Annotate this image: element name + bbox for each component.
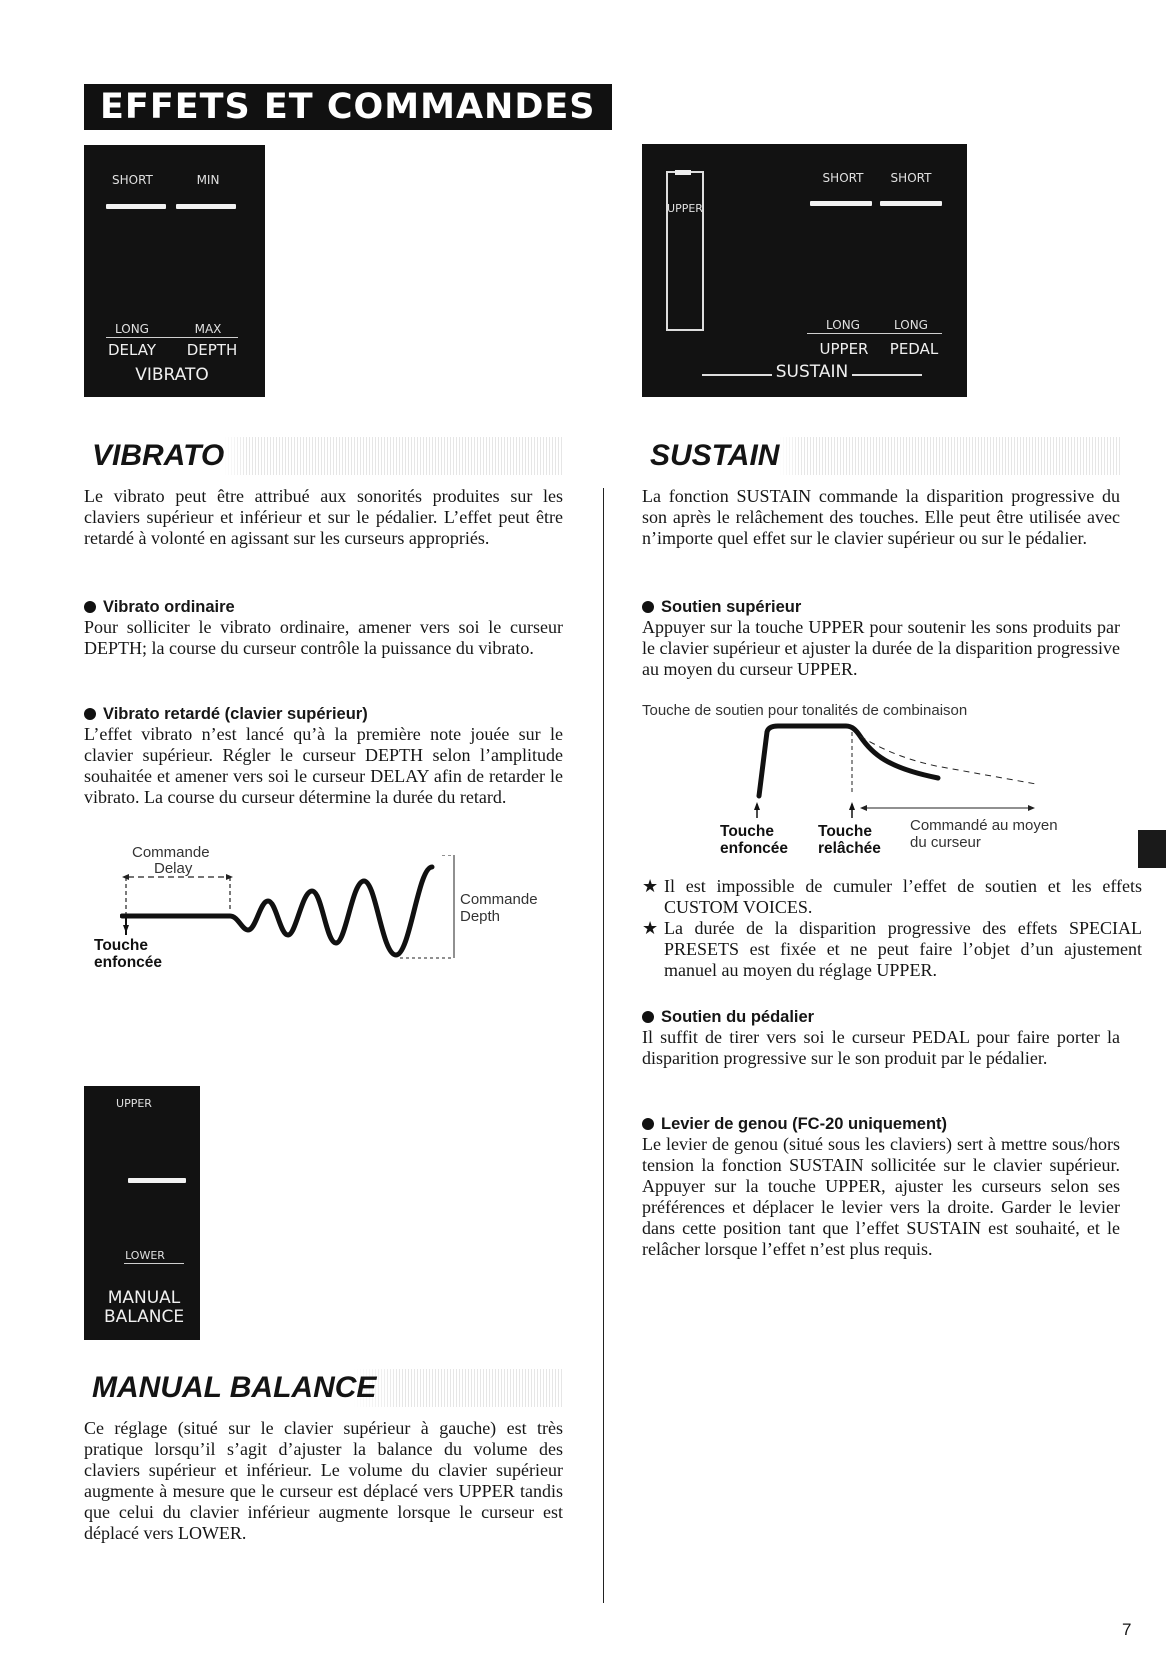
section-tab-marker [1138,830,1166,868]
touche-relachee-1: Touche [818,823,872,840]
sustain-intro: La fonction SUSTAIN commande la disparition progressive du son après le relâchement des touches. Elle peut être utilisée avec n’importe quel effet sur le clavier supérieur ou sur le pédalier. [642,486,1120,548]
sustain-upper-label: UPPER [819,340,869,358]
sustain-short-label-pedal: SHORT [890,171,932,185]
sustain-long-label-upper: LONG [826,318,860,332]
depth-slider[interactable] [176,204,236,209]
manual-balance-panel-photo [84,1086,200,1340]
soutien-pedalier-title: Soutien du pédalier [642,1007,1122,1027]
touche-relachee-2: relâchée [818,840,881,857]
vibrato-retarde-title: Vibrato retardé (clavier supérieur) [84,704,564,724]
levier-genou-text: Le levier de genou (situé sous les claviers) sert à mettre sous/hors tension la fonction SUSTAIN sollicitée sur le clavier supérieur. Appuyer sur la touche UPPER, ajuster les curseurs selon ses préférences et déplacer le levier vers la droite. Garder le levier dans cette position tant que l’effet SUSTAIN est souhaité, et le relâcher lorsque l’effet n’est plus requis. [642,1134,1120,1259]
bullet-icon [84,708,96,720]
vibrato-panel-photo [84,145,265,397]
vibrato-max-label: MAX [194,322,222,336]
soutien-superieur-text: Appuyer sur la touche UPPER pour soutenir les sons produits par le clavier supérieur et ajuster la durée de la disparition progressive au moyen du curseur UPPER. [642,617,1120,679]
vibrato-ordinaire-title: Vibrato ordinaire [84,597,564,617]
star-icon: ★ [642,918,659,938]
manual-balance-heading: MANUAL BALANCE [84,1369,562,1407]
sustain-diagram-caption: Touche de soutien pour tonalités de combinaison [642,702,968,719]
commande-curseur-label-2: du curseur [910,834,981,851]
sustain-envelope-diagram [700,718,1040,818]
sustain-note-special-presets: ★ La durée de la disparition progressive des effets SPECIAL PRESETS est fixée et ne peut faire l’objet d’un ajustement manuel au moyen du réglage UPPER. [642,918,1142,980]
vibrato-delay-depth-diagram [120,855,470,967]
delay-slider[interactable] [106,204,166,209]
sustain-heading: SUSTAIN [642,437,1122,475]
delay-label: DELAY [108,341,156,359]
sustain-short-label-upper: SHORT [822,171,864,185]
levier-genou-title: Levier de genou (FC-20 uniquement) [642,1114,1122,1134]
manual-balance-slider[interactable] [128,1178,186,1183]
vibrato-min-label: MIN [196,173,220,187]
commande-depth-label-2: Depth [460,908,501,925]
sustain-pedal-label: PEDAL [889,340,939,358]
bullet-icon [642,601,654,613]
commande-delay-label-2: Delay [154,860,193,877]
bullet-icon [84,601,96,613]
bullet-icon [642,1011,654,1023]
soutien-superieur-title: Soutien supérieur [642,597,1122,617]
commande-delay-label-1: Commande [132,844,210,861]
commande-depth-label-1: Commande [460,891,538,908]
vibrato-intro: Le vibrato peut être attribué aux sonorités produites sur les claviers supérieur et inférieur et sur le pédalier. L’effet peut être retardé à volonté en agissant sur les curseurs appropriés. [84,486,563,548]
sustain-panel-name: SUSTAIN [775,362,849,382]
star-icon: ★ [642,876,659,896]
vibrato-retarde-text: L’effet vibrato n’est lancé qu’à la première note jouée sur le clavier supérieur. Régler le curseur DEPTH selon l’amplitude souhaitée et amener vers soi le curseur DELAY afin de retarder le vibrato. La course du curseur détermine la durée du retard. [84,724,563,807]
sustain-panel-photo [642,144,967,397]
vibrato-short-label: SHORT [112,173,153,187]
soutien-pedalier-text: Il suffit de tirer vers soi le curseur PEDAL pour faire porter la disparition progressive sur le son produit par le pédalier. [642,1027,1120,1068]
vibrato-heading: VIBRATO [84,437,562,475]
commande-curseur-label-1: Commandé au moyen [910,817,1058,834]
pedal-sustain-slider[interactable] [880,201,942,206]
vibrato-long-label: LONG [115,322,149,336]
column-divider [603,488,604,1603]
vibrato-ordinaire-text: Pour solliciter le vibrato ordinaire, amener vers soi le curseur DEPTH; la course du curseur contrôle la puissance du vibrato. [84,617,563,658]
depth-label: DEPTH [186,341,238,359]
balance-panel-name-2: BALANCE [104,1307,185,1327]
balance-upper-label: UPPER [116,1097,152,1110]
balance-panel-name-1: MANUAL [107,1288,181,1308]
touche-enfoncee-sustain-2: enfoncée [720,840,789,857]
upper-sustain-button[interactable] [666,171,704,331]
sustain-note-custom-voices: ★ Il est impossible de cumuler l’effet de soutien et les effets CUSTOM VOICES. [642,876,1142,917]
page-title: EFFETS ET COMMANDES [84,84,612,130]
touche-enfoncee-sustain-1: Touche [720,823,774,840]
bullet-icon [642,1118,654,1130]
manual-balance-text: Ce réglage (situé sur le clavier supérieur à gauche) est très pratique lorsqu’il s’agit d’ajuster la balance du volume des claviers supérieur et inférieur. Le volume du clavier supérieur augmente à mesure que le curseur est déplacé vers UPPER tandis que celui du clavier inférieur augmente lorsque le curseur est déplacé vers LOWER. [84,1418,563,1543]
upper-button-label: UPPER [667,202,703,215]
page-number: 7 [1122,1620,1132,1639]
vibrato-panel-name: VIBRATO [135,365,209,385]
touche-enfoncee-label-2: enfoncée [94,954,163,971]
sustain-long-label-pedal: LONG [894,318,928,332]
touche-enfoncee-label-1: Touche [94,937,148,954]
upper-sustain-slider[interactable] [810,201,872,206]
balance-lower-label: LOWER [125,1249,165,1262]
